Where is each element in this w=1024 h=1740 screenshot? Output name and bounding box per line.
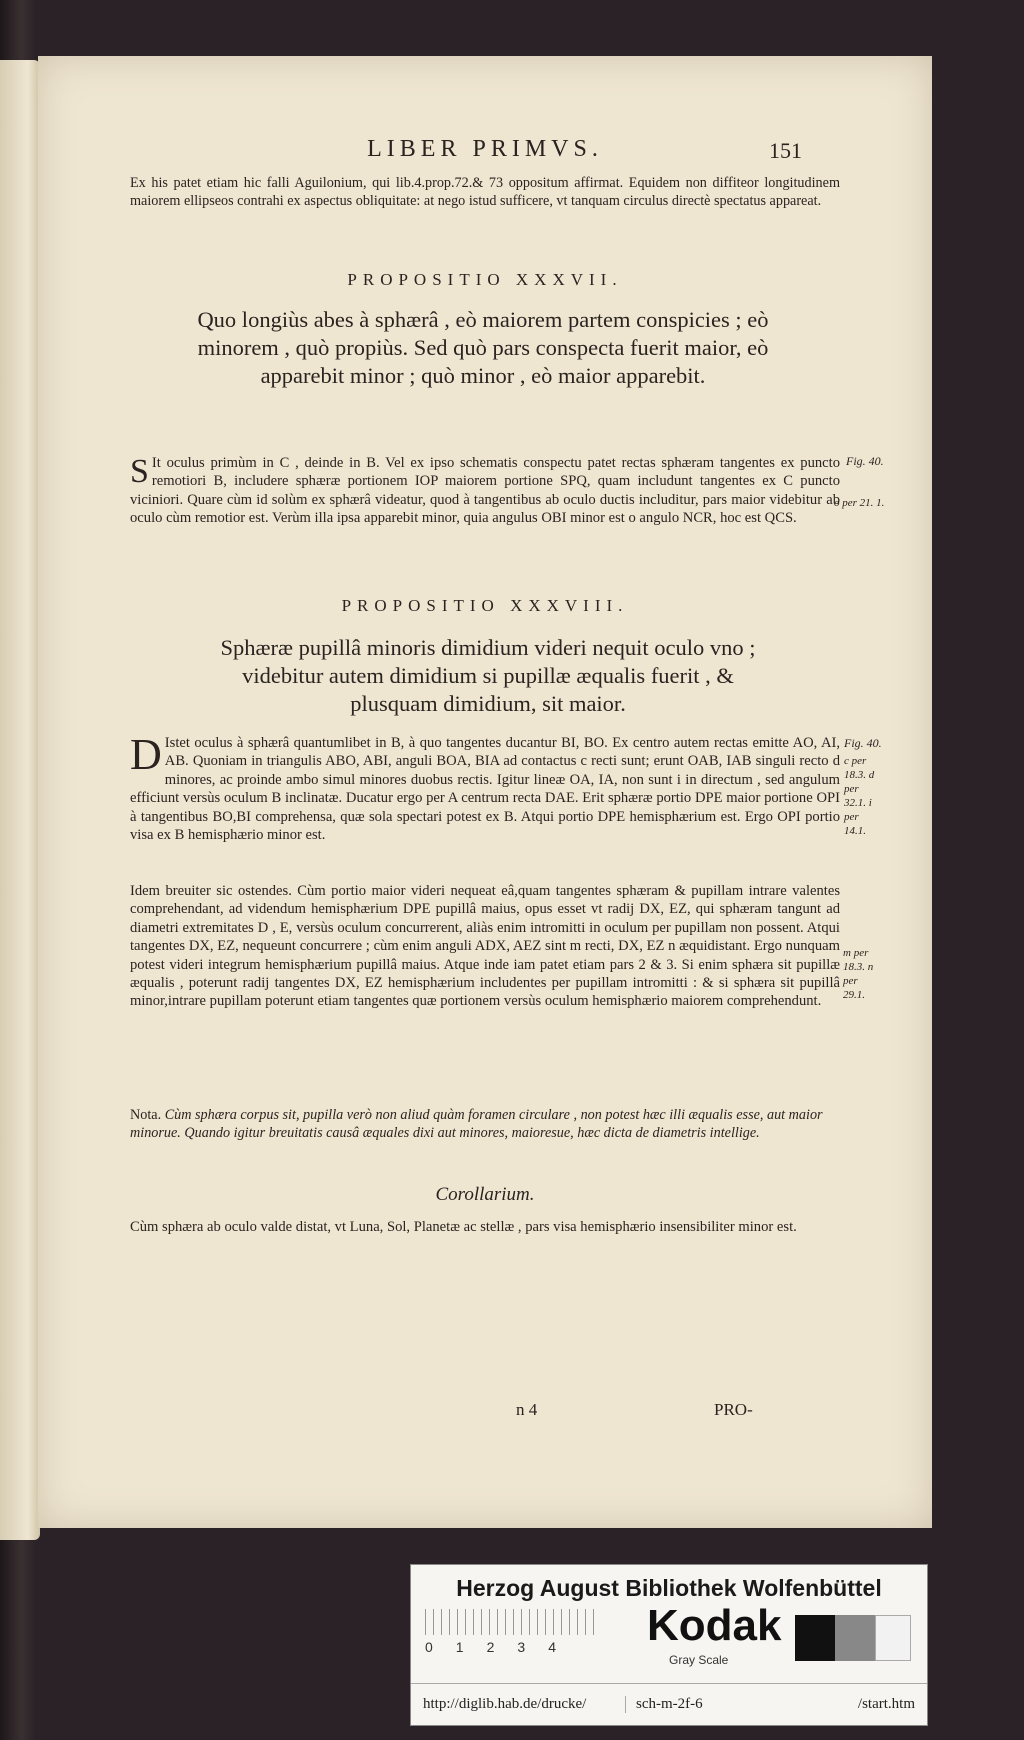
dropcap: S <box>130 453 149 490</box>
library-name: Herzog August Bibliothek Wolfenbüttel <box>456 1575 882 1601</box>
start-path: /start.htm <box>857 1696 915 1712</box>
scale-numbers <box>425 1639 625 1655</box>
label-footer <box>411 1683 927 1724</box>
proposition-38-text <box>130 730 840 844</box>
scale-number: 4 <box>548 1639 556 1655</box>
margin-figure-ref: Fig. 40. <box>844 736 882 750</box>
catchword: PRO- <box>714 1400 753 1419</box>
running-title: LIBER PRIMVS. <box>367 136 603 162</box>
proposition-37-enunciation: Quo longiùs abes à sphærâ , eò maiorem partem conspicies ; eò minorem , quò propiùs. Sed quò pars conspecta fuerit maior, eò apparebit minor ; quò minor , eò maior apparebit. <box>197 307 769 388</box>
dropcap: D <box>130 730 162 779</box>
margin-citation: m per 18.3. n per 29.1. <box>843 947 874 1001</box>
library-label <box>410 1564 928 1726</box>
kodak-brand: Kodak <box>647 1601 782 1650</box>
proposition-38-enunciation: Sphæræ pupillâ minoris dimidium videri nequit oculo vno ; videbitur autem dimidium si pupillæ æqualis fuerit , & plusquam dimidium, sit maior. <box>220 635 756 716</box>
color-patch-gray <box>835 1615 875 1661</box>
scale-number: 2 <box>486 1639 495 1655</box>
previous-page-edge <box>0 60 40 1540</box>
scale-number: 0 <box>425 1639 433 1655</box>
margin-figure-ref: Fig. 40. <box>846 454 884 468</box>
book-page <box>38 56 932 1528</box>
proposition-38-text-2: Idem breuiter sic ostendes. Cùm portio maior videri nequeat eâ,quam tangentes sphæram & pupillam intrare valentes comprehendant, ad videndum hemisphærium DPE pupillâ maius, opus esset vt radij DX, EZ, qui sphæram tangunt ad diametri extremitates D , E, versùs oculum concurrerent, aliàs enim intromitti in oculum per pupillam non possent. Atqui tangentes DX, EZ, nequeunt concurrere ; cùm enim anguli ADX, AEZ sint m recti, DX, EZ n æquidistant. Ergo nunquam potest videri integrum hemisphærium pupillâ maius. Atque inde iam patet etiam pars 2 & 3. Si enim sphæra sit pupillæ æqualis , poterunt radij tangentes DX, EZ hemisphærium includentes per pupillam intromitti : & si sphæra sit pupillâ minor,intrare pupillam poterunt etiam tangentes quæ portionem versùs oculum hemisphærio maiorem comprehendunt. <box>130 883 840 1010</box>
gray-scale-label: Gray Scale <box>669 1653 729 1667</box>
nota-text: Cùm sphæra corpus sit, pupilla verò non aliud quàm foramen circulare , non potest hæc illi æqualis esse, aut maior minorue. Quando igitur breuitatis causâ æquales dixi aut minores, maioresue, hæc dicta de diametris intellige. <box>130 1107 823 1141</box>
scale-bar <box>425 1609 601 1635</box>
scale-number: 3 <box>517 1639 526 1655</box>
source-url: http://diglib.hab.de/drucke/ <box>423 1696 587 1712</box>
shelfmark: sch-m-2f-6 <box>625 1696 703 1713</box>
nota-paragraph <box>130 1106 840 1142</box>
proposition-38-heading: PROPOSITIO XXXVIII. <box>341 596 629 615</box>
signature-mark: n 4 <box>516 1400 538 1419</box>
proposition-37-body: It oculus primùm in C , deinde in B. Vel ex ipso schematis conspectu patet rectas sphæram tangentes ex puncto remotiori B, includere sphæræ portionem IOP maiorem portione SPQ, quam includunt tangentes ex C puncto viciniori. Quare cùm id solùm ex sphærâ videatur, quod à tangentibus ab oculo ductis includitur, pars maior videbitur ab oculo cùm remotior est. Verùm illa ipsa apparebit minor, quia angulus OBI minor est o angulo NCR, hoc est QCS. <box>130 455 840 527</box>
margin-citation: o per 21. 1. <box>834 497 885 509</box>
color-patch-white <box>875 1615 911 1661</box>
scale-number: 1 <box>455 1639 464 1655</box>
nota-label: Nota. <box>130 1107 162 1123</box>
margin-citation: c per 18.3. d per 32.1. i per 14.1. <box>844 755 875 837</box>
proposition-38-body: Istet oculus à sphærâ quantumlibet in B, à quo tangentes ducantur BI, BO. Ex centro autem rectas emitte AO, AI, AB. Quoniam in triangulis ABO, ABI, anguli BOA, BIA ad contactus c recti sunt; erunt OAB, IAB singuli recto d minores, ac proinde ambo simul minores duobus rectis. Igitur lineæ OA, IA, non sunt i in directum , sed angulum efficiunt versùs oculum B inclinatæ. Ducatur ergo per A centrum recta DAE. Erit sphæræ portio DPE maior portione OPI à tangentibus BO,BI comprehensa, quæ sola spectari potest ex B. Atqui portio DPE hemisphærium est. Ergo OPI portio visa ex B hemisphærio minor est. <box>130 735 840 844</box>
page-number: 151 <box>769 138 802 163</box>
proposition-37-heading: PROPOSITIO XXXVII. <box>347 270 623 289</box>
corollary-title: Corollarium. <box>435 1184 535 1205</box>
proposition-37-text <box>130 454 840 528</box>
intro-paragraph: Ex his patet etiam hic falli Aguilonium, qui lib.4.prop.72.& 73 oppositum affirmat. Equidem non diffiteor longitudinem maiorem ellipseos contrahi ex aspectus obliquitate: at nego istud sufficere, vt tanquam circulus directè spectatus appareat. <box>130 175 840 209</box>
color-patch-black <box>795 1615 835 1661</box>
corollary-text: Cùm sphæra ab oculo valde distat, vt Luna, Sol, Planetæ ac stellæ , pars visa hemisphærio insensibiliter minor est. <box>130 1219 797 1235</box>
